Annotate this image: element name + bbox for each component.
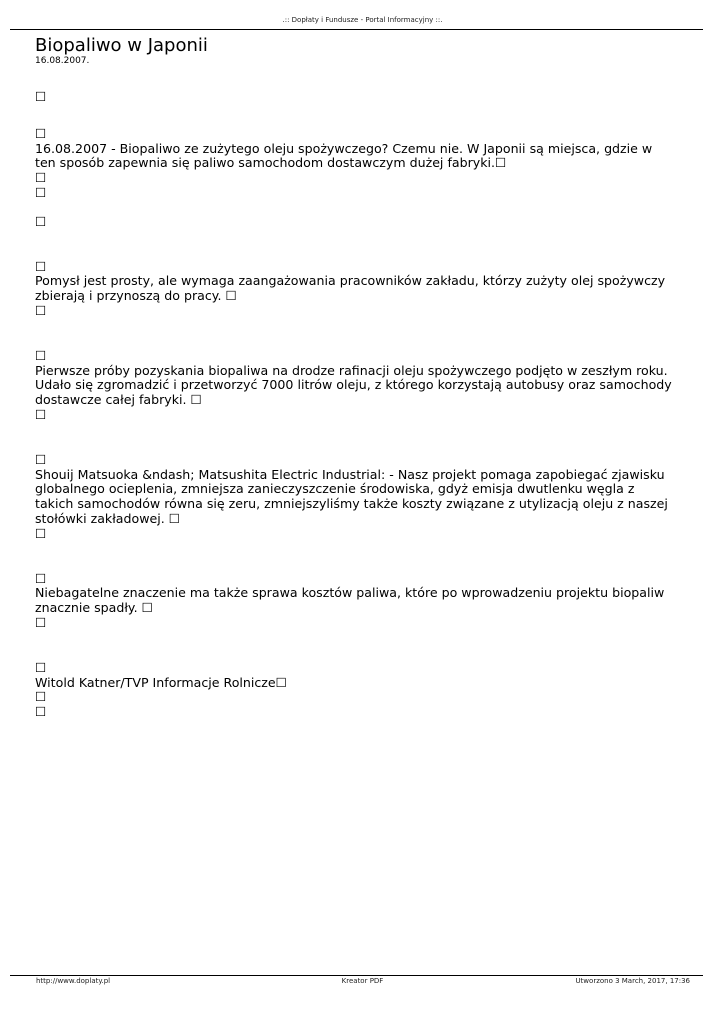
placeholder-box: ☐ [35, 347, 47, 363]
article-date: 16.08.2007. [35, 56, 90, 66]
placeholder-box: ☐ [35, 614, 47, 630]
placeholder-box: ☐ [35, 170, 47, 186]
placeholder-box: ☐ [35, 302, 47, 318]
placeholder-box: ☐ [35, 659, 47, 675]
placeholder-box: ☐ [35, 184, 47, 200]
placeholder-box: ☐ [35, 451, 47, 467]
article-paragraph: Pierwsze próby pozyskania biopaliwa na drodze rafinacji oleju spożywczego podjęto w zeszłym roku. Udało się zgromadzić i przetworzyć 7000 litrów oleju, z którego korzystają autobusy oraz samochody dostawcze całej fabryki. ☐ [35, 362, 672, 408]
footer-divider [10, 975, 703, 976]
article-body [35, 90, 675, 720]
article-source: Witold Katner/TVP Informacje Rolnicze☐ [35, 674, 287, 690]
page-header-title: .:: Dopłaty i Fundusze - Portal Informacyjny ::. [282, 16, 443, 24]
placeholder-box: ☐ [35, 89, 47, 104]
placeholder-box: ☐ [35, 525, 47, 541]
placeholder-box: ☐ [35, 258, 47, 274]
placeholder-box: ☐ [35, 406, 47, 422]
placeholder-box: ☐ [35, 570, 47, 586]
footer-created-date: Utworzono 3 March, 2017, 17:36 [575, 977, 690, 985]
footer-generator: Kreator PDF [341, 977, 384, 985]
article-title: Biopaliwo w Japonii [35, 35, 208, 56]
placeholder-box: ☐ [35, 125, 47, 141]
article-paragraph: Shouij Matsuoka &ndash; Matsushita Electric Industrial: - Nasz projekt pomaga zapobiegać zjawisku globalnego ocieplenia, zmniejsza zanieczyszczenie środowiska, gdyż emisja dwutlenku węgla z takich samochodów równa się zeru, zmniejszyliśmy także koszty związane z utylizacją oleju z naszej stołówki zakładowej. ☐ [35, 466, 668, 526]
placeholder-box: ☐ [35, 213, 47, 229]
article-paragraph: Niebagatelne znaczenie ma także sprawa kosztów paliwa, które po wprowadzeniu projektu biopaliw znacznie spadły. ☐ [35, 585, 665, 616]
article-paragraph: Pomysł jest prosty, ale wymaga zaangażowania pracowników zakładu, którzy zużyty olej spożywczy zbierają i przynoszą do pracy. ☐ [35, 273, 666, 304]
footer-url: http://www.doplaty.pl [36, 977, 111, 985]
header-divider [10, 29, 703, 30]
placeholder-box: ☐ [35, 689, 47, 705]
article-paragraph: 16.08.2007 - Biopaliwo ze zużytego oleju spożywczego? Czemu nie. W Japonii są miejsca, gdzie w ten sposób zapewnia się paliwo samochodom dostawczym dużej fabryki.☐ [35, 140, 653, 171]
placeholder-box: ☐ [35, 704, 47, 720]
